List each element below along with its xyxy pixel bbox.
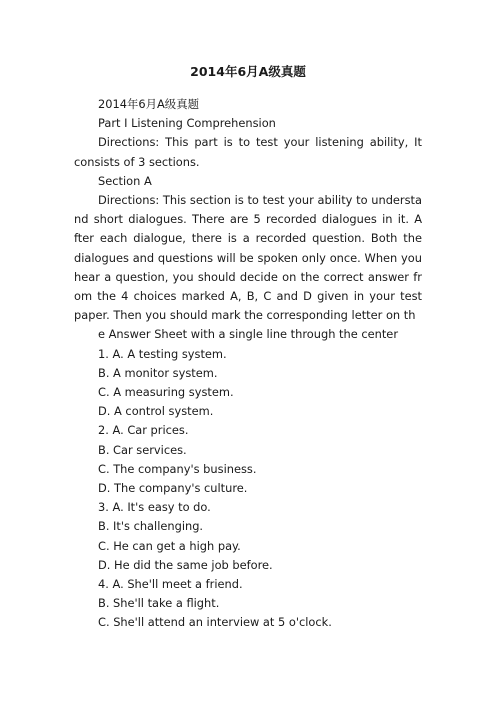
part-directions: Directions: This part is to test your listening ability, It consists of 3 sections. bbox=[74, 135, 422, 169]
part-heading: Part I Listening Comprehension bbox=[98, 116, 276, 131]
question-1-option-a: 1. A. A testing system. bbox=[98, 346, 227, 361]
directions-continuation: e Answer Sheet with a single line through the center bbox=[98, 327, 398, 342]
question-4-option-b: B. She'll take a flight. bbox=[98, 596, 220, 611]
document-title: 2014年6月A级真题 bbox=[190, 64, 306, 79]
question-3-option-c: C. He can get a high pay. bbox=[98, 538, 241, 553]
question-4-option-a: 4. A. She'll meet a friend. bbox=[98, 577, 243, 592]
question-1-option-b: B. A monitor system. bbox=[98, 365, 218, 380]
question-4-option-c: C. She'll attend an interview at 5 o'clock. bbox=[98, 615, 332, 630]
question-2-option-d: D. The company's culture. bbox=[98, 481, 248, 496]
question-2-option-b: B. Car services. bbox=[98, 442, 187, 457]
question-2-option-c: C. The company's business. bbox=[98, 461, 257, 476]
section-heading: Section A bbox=[98, 173, 152, 188]
question-1-option-c: C. A measuring system. bbox=[98, 385, 234, 400]
question-1-option-d: D. A control system. bbox=[98, 404, 214, 419]
subtitle-line: 2014年6月A级真题 bbox=[98, 97, 199, 111]
question-3-option-d: D. He did the same job before. bbox=[98, 557, 273, 572]
question-3-option-b: B. It's challenging. bbox=[98, 519, 204, 534]
section-directions: Directions: This section is to test your ability to understa nd short dialogues. There are 5 recorded dialogues in it. A fter each dialogue, there is a recorded question. Both the dialogues and questions will be spoken only once. When you hear a question, you should decide on the correct answer fr om the 4 choices marked A, B, C and D given in your test paper. Then you should mark the corresponding letter on th bbox=[74, 193, 422, 323]
document-body bbox=[74, 95, 422, 633]
question-2-option-a: 2. A. Car prices. bbox=[98, 423, 189, 438]
question-3-option-a: 3. A. It's easy to do. bbox=[98, 500, 211, 515]
